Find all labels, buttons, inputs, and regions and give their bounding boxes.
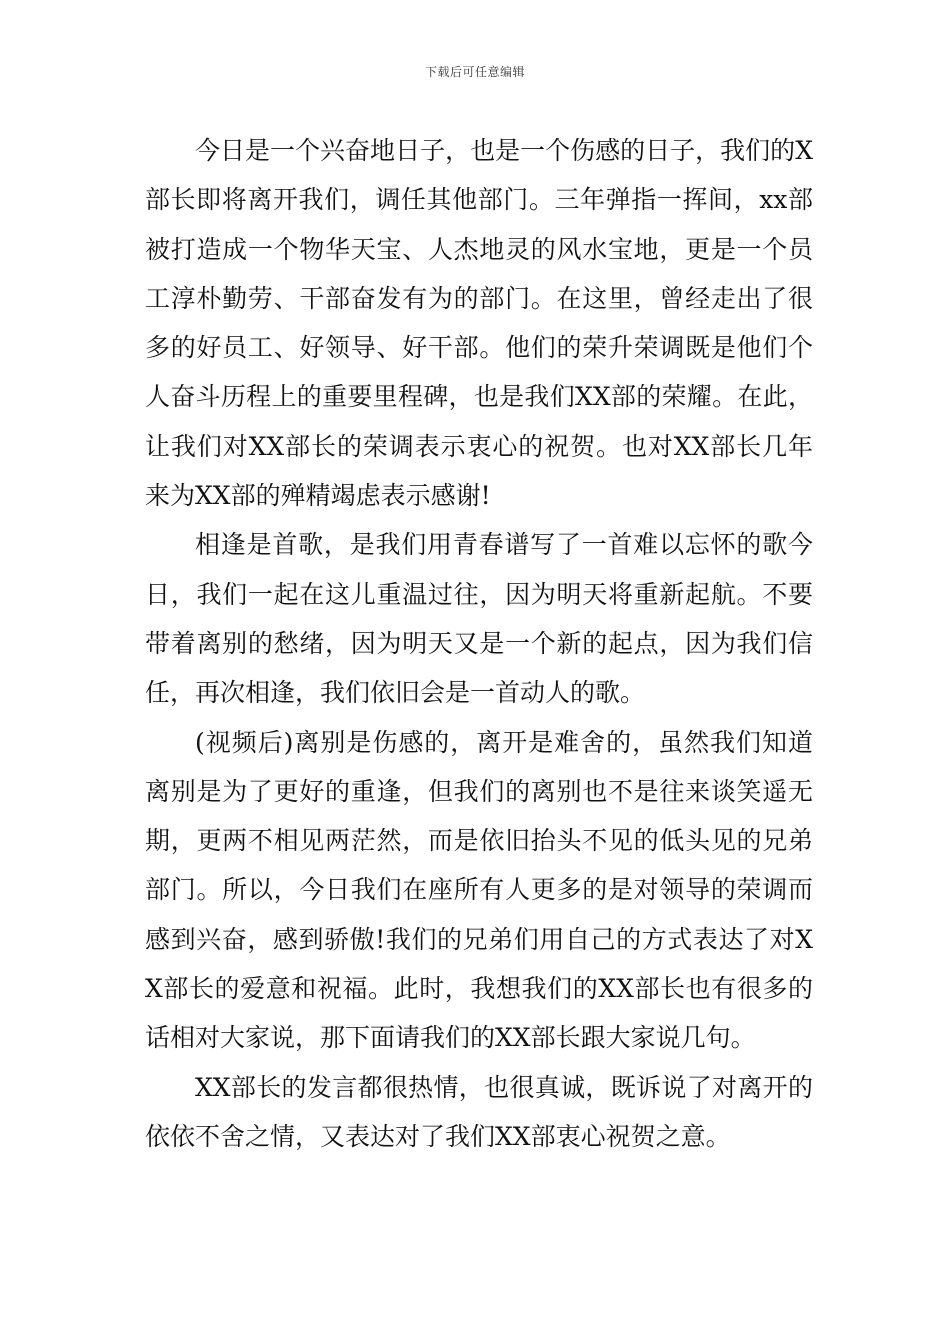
page-header: 下载后可任意编辑 <box>424 65 525 79</box>
paragraph-after-video: (视频后)离别是伤感的，离开是难舍的，虽然我们知道离别是为了更好的重逢，但我们的离别也不是往来谈笑遥无期，更两不相见两茫然，而是依旧抬头不见的低头见的兄弟部门。所以，今日我们在座所有人更多的是对领导的荣调而感到兴奋，感到骄傲!我们的兄弟们用自己的方式表达了对XX部长的爱意和祝福。此时，我想我们的XX部长也有很多的话相对大家说，那下面请我们的XX部长跟大家说几句。 <box>145 727 813 1053</box>
paragraph-speech-closing: XX部长的发言都很热情，也很真诚，既诉说了对离开的依依不舍之情，又表达对了我们XX部衷心祝贺之意。 <box>145 1072 813 1151</box>
paragraph-reunion-song: 相逢是首歌，是我们用青春谱写了一首难以忘怀的歌今日，我们一起在这儿重温过往，因为明天将重新起航。不要带着离别的愁绪，因为明天又是一个新的起点，因为我们信任，再次相逢，我们依旧会是一首动人的歌。 <box>145 530 813 708</box>
paragraph-farewell-intro: 今日是一个兴奋地日子，也是一个伤感的日子，我们的X部长即将离开我们，调任其他部门。三年弹指一挥间，xx部被打造成一个物华天宝、人杰地灵的风水宝地，更是一个员工淳朴勤劳、干部奋发有为的部门。在这里，曾经走出了很多的好员工、好领导、好干部。他们的荣升荣调既是他们个人奋斗历程上的重要里程碑，也是我们XX部的荣耀。在此，让我们对XX部长的荣调表示衷心的祝贺。也对XX部长几年来为XX部的殚精竭虑表示感谢! <box>145 136 813 511</box>
document-body <box>145 126 813 1161</box>
